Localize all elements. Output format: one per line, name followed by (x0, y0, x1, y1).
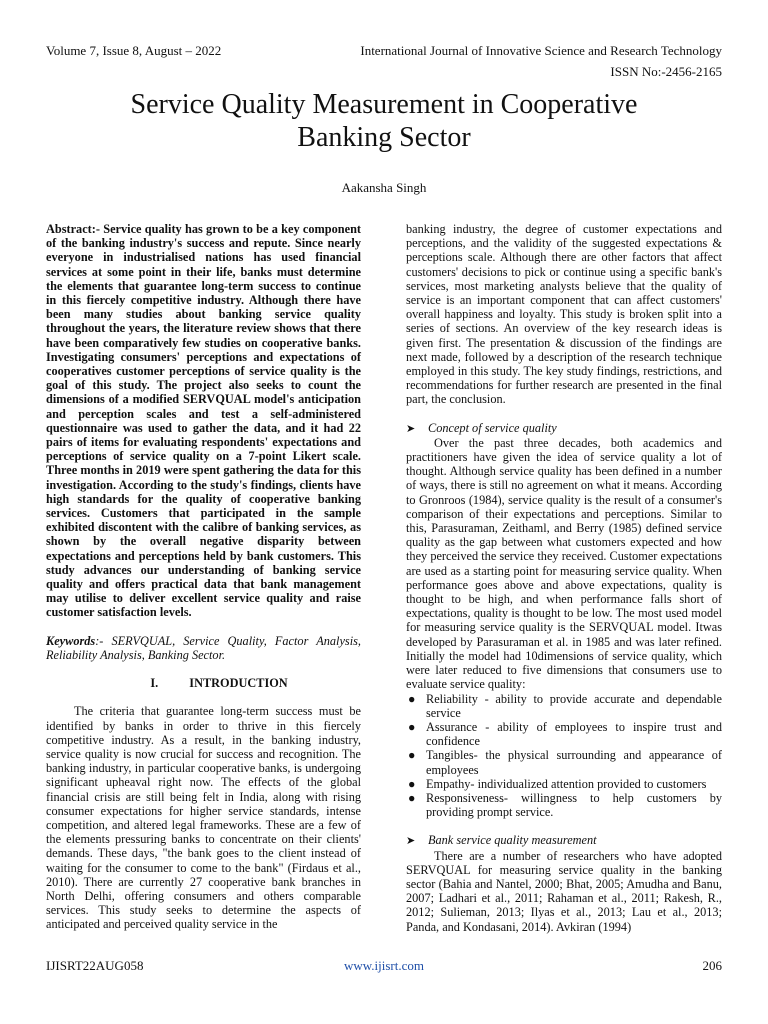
arrow-bullet-icon: ➤ (406, 835, 416, 848)
arrow-bullet-icon: ➤ (406, 422, 416, 435)
bullet-icon: ● (408, 691, 416, 706)
keywords-label: Keywords (46, 633, 96, 648)
right-column (406, 222, 722, 934)
measurement-paragraph: There are a number of researchers who have adopted SERVQUAL for measuring service quality in the banking sector (Bahia and Nantel, 2000; Bhat, 2005; Amudha and Banu, 2007; Ladhari et al., 2011; Rahaman et al., 2011; Rakesh, R., 2012; Sulieman, 2013; Ilyas et al., 2013; Lau et al., 2013; Panda, and Kondasani, 2014). Avkiran (1994) (406, 848, 722, 934)
title-line-1: Service Quality Measurement in Cooperative (130, 89, 638, 120)
list-item: ● Responsiveness- willingness to help customers by providing prompt service. (408, 790, 722, 820)
website-link[interactable]: www.ijisrt.com (343, 958, 425, 973)
subheading-concept: ➤ Concept of service quality (406, 420, 557, 435)
journal-name: International Journal of Innovative Science and Research Technology (360, 43, 722, 58)
section-title: INTRODUCTION (189, 676, 288, 691)
volume-info: Volume 7, Issue 8, August – 2022 (46, 43, 222, 58)
paper-id: IJISRT22AUG058 (46, 958, 144, 973)
bullet-icon: ● (408, 719, 416, 734)
author: Aakansha Singh (341, 180, 427, 195)
bullet-icon: ● (408, 748, 416, 763)
keywords-text: :- SERVQUAL, Service Quality, Factor Analysis, Reliability Analysis, Banking Sector. (46, 633, 361, 662)
concept-paragraph: Over the past three decades, both academics and practitioners have given the idea of service quality a lot of thought. Although service quality has been defined in a number of ways, there is still no agreement on what it means. According to Gronroos (1984), service quality is the result of a consumer's comparison of their expectations and perceptions. Similar to this, Parasuraman, Zeithaml, and Berry (1985) defined service quality as the gap between what customers expected and how they perceived the service they received. Customer expectations are used as a starting point for measuring service quality. When performance goes above and above expectations, quality is thought to be high, and when performance falls short of expectations, quality is thought to be low. The most used model for measuring service quality is the SERVQUAL model. Itwas developed by Parasuraman et al. in 1985 and was later refined. Initially the model had 10dimensions of service quality, which were later reduced to five dimensions that consumers use to evaluate service quality: (406, 435, 722, 692)
list-item: ● Reliability - ability to provide accurate and dependable service (408, 691, 722, 720)
title-line-2: Banking Sector (297, 122, 471, 153)
subheading-measurement: ➤ Bank service quality measurement (406, 833, 597, 848)
list-item: ● Empathy- individualized attention provided to customers (408, 776, 707, 791)
intro-paragraph: The criteria that guarantee long-term success must be identified by banks in order to thrive in this fiercely competitive industry. As a result, in the banking industry, service quality is now crucial for success and recognition. The banking industry, in particular cooperative banks, is undergoing significant upheaval right now. The effects of the global financial crisis are still being felt in India, along with rising consumer expectations for higher service standards, intense competition, and altered legal frameworks. These are a few of the elements pressuring banks to concentrate on their clients' demands. These days, "the bank goes to the client instead of waiting for the consumer to come to the bank" (Firdaus et al., 2010). There are currently 27 cooperative bank branches in North Delhi, offering consumers and others comparable services. This study seeks to determine the aspects of anticipated and perceived quality service in the (46, 704, 361, 932)
section-heading (46, 676, 361, 690)
dimensions-list (406, 692, 722, 820)
abstract: Abstract:- Service quality has grown to be a key component of the banking industry's success and repute. Since nearly everyone in industrialised nations has used financial services at some point in their life, banks must determine the elements that guarantee long-term success to continue in this fiercely competitive industry. Although there have been many studies about banking service quality throughout the years, the literature review shows that there have been comparatively few studies on cooperative banks. Investigating consumers' perceptions and expectations of cooperatives customer perceptions of service quality is the goal of this study. The project also seeks to count the dimensions of a modified SERVQUAL model's anticipation and perception scales and test a self-administered questionnaire was used to gather the data, and it had 22 pairs of items for evaluating respondents' expectations and perceptions of service quality on a 7-point Likert scale. Three months in 2019 were spent gathering the data for this investigation. According to the study's findings, clients have high standards for the quality of cooperative banking services. Customers that participated in the sample exhibited discontent with the calibre of banking services, as shown by the overall negative disparity between expectations and perceptions held by bank customers. This study advances our understanding of banking service quality and offers practical data that bank management may utilise to deliver excellent service quality and raise customer satisfaction levels. (46, 222, 361, 620)
paper-title (60, 88, 708, 154)
section-number: I. (150, 676, 159, 691)
issn: ISSN No:-2456-2165 (610, 64, 722, 79)
list-item: ● Tangibles- the physical surrounding and appearance of employees (408, 748, 722, 777)
left-column (46, 222, 361, 932)
list-item: ● Assurance - ability of employees to inspire trust and confidence (408, 719, 722, 749)
page-number: 206 (702, 958, 722, 973)
right-paragraph-1: banking industry, the degree of customer expectations and perceptions, and the validity of the suggested expectations & perceptions scale. Although there are other factors that affect customers' decisions to pick or continue using a specific bank's services, most marketing analysts believe that the quality of service is an important component that can affect customers' overall happiness and loyalty. This study is broken split into a series of sections. An overview of the key research ideas is given first. The presentation & discussion of the findings are next made, followed by a description of the research technique employed in this study. The key study findings, restrictions, and recommendations for further research are presented in the final part, the conclusion. (406, 222, 722, 407)
bullet-icon: ● (408, 790, 416, 805)
bullet-icon: ● (408, 776, 416, 791)
keywords (46, 634, 361, 662)
